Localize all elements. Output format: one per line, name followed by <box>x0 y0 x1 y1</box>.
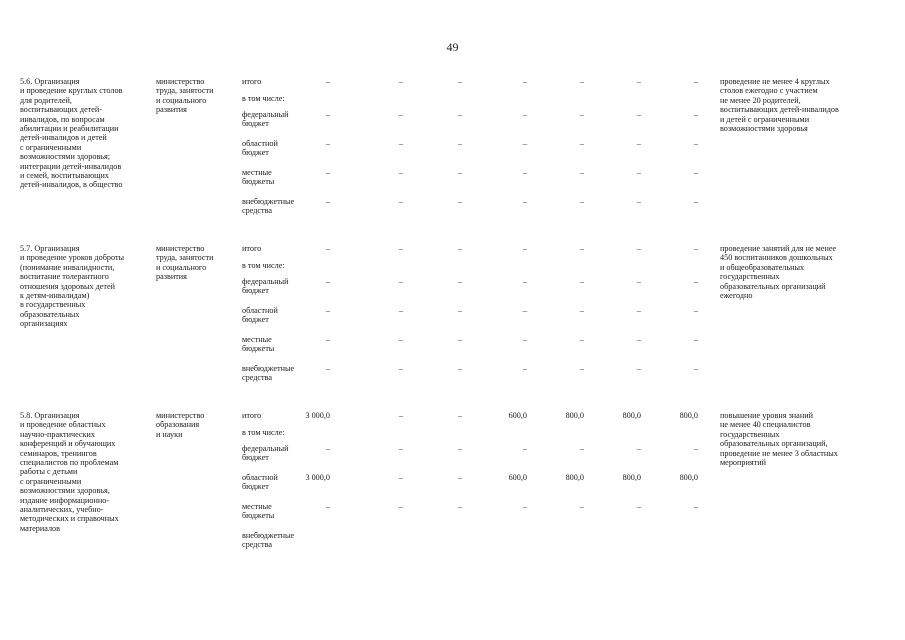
funding-value: – <box>398 168 403 177</box>
expected-result-cell: проведение занятий для не менее 450 воспитанников дошкольных и общеобразовательных государственных образовательных организаций ежегодно <box>720 244 837 301</box>
funding-value: – <box>693 110 698 119</box>
funding-value: – <box>693 444 698 453</box>
funding-value: – <box>398 335 403 344</box>
funding-value: – <box>636 444 641 453</box>
funding-source-label: внебюджетные средства <box>242 364 295 383</box>
funding-source-label: местные бюджеты <box>242 168 275 187</box>
funding-value: – <box>325 168 330 177</box>
funding-value: – <box>693 244 698 253</box>
funding-value: – <box>398 411 403 420</box>
funding-source-label: областной бюджет <box>242 473 278 492</box>
funding-value: – <box>457 502 462 511</box>
funding-value: – <box>325 139 330 148</box>
executor-cell: министерство труда, занятости и социального развития <box>156 244 214 282</box>
funding-value: – <box>579 277 584 286</box>
funding-value: – <box>522 335 527 344</box>
funding-value: – <box>693 364 698 373</box>
funding-value: – <box>579 244 584 253</box>
funding-source-label: в том числе: <box>242 428 285 437</box>
funding-value: – <box>325 364 330 373</box>
funding-source-label: областной бюджет <box>242 139 278 158</box>
funding-value: – <box>693 139 698 148</box>
funding-value: – <box>693 306 698 315</box>
funding-value: – <box>457 197 462 206</box>
funding-value: – <box>693 197 698 206</box>
funding-value: – <box>579 306 584 315</box>
measure-cell: 5.6. Организация и проведение круглых столов для родителей, воспитывающих детей- инвалидов, по вопросам абилитации и реабилитации детей-инвалидов и детей с ограниченными возможностями здоровья; интеграции детей-инвалидов и семей, воспитывающих детей-инвалидов, в общество <box>20 77 123 190</box>
funding-value: – <box>398 139 403 148</box>
funding-source-label: внебюджетные средства <box>242 531 295 550</box>
funding-value: – <box>522 364 527 373</box>
funding-value: – <box>579 364 584 373</box>
funding-value: – <box>579 110 584 119</box>
funding-value: – <box>398 444 403 453</box>
funding-source-label: итого <box>242 77 262 86</box>
funding-value: – <box>636 306 641 315</box>
funding-value: – <box>693 168 698 177</box>
funding-source-label: в том числе: <box>242 94 285 103</box>
funding-value: – <box>636 139 641 148</box>
funding-value: – <box>457 277 462 286</box>
funding-value: – <box>325 197 330 206</box>
funding-value: 800,0 <box>565 473 584 482</box>
funding-value: – <box>636 110 641 119</box>
funding-value: – <box>579 502 584 511</box>
funding-value: – <box>398 110 403 119</box>
funding-value: – <box>522 77 527 86</box>
funding-value: – <box>325 110 330 119</box>
funding-value: – <box>693 77 698 86</box>
funding-value: 3 000,0 <box>305 411 330 420</box>
funding-value: – <box>693 277 698 286</box>
funding-source-label: в том числе: <box>242 261 285 270</box>
funding-source-label: федеральный бюджет <box>242 110 289 129</box>
funding-value: – <box>636 277 641 286</box>
funding-value: – <box>522 306 527 315</box>
funding-value: – <box>693 335 698 344</box>
measure-cell: 5.8. Организация и проведение областных научно-практических конференций и обучающих семинаров, тренингов специалистов по проблемам работы с детьми с ограниченными возможностями здоровья, издание информационно- аналитических, учебно- методических и справочных материалов <box>20 411 119 533</box>
funding-value: – <box>457 168 462 177</box>
executor-cell: министерство образования и науки <box>156 411 205 439</box>
funding-value: – <box>636 77 641 86</box>
funding-value: – <box>398 473 403 482</box>
funding-value: – <box>398 364 403 373</box>
funding-value: – <box>522 168 527 177</box>
funding-source-label: местные бюджеты <box>242 502 275 521</box>
funding-value: – <box>398 77 403 86</box>
funding-source-label: федеральный бюджет <box>242 444 289 463</box>
funding-source-label: итого <box>242 411 262 420</box>
funding-source-label: областной бюджет <box>242 306 278 325</box>
funding-value: – <box>457 444 462 453</box>
funding-value: – <box>636 335 641 344</box>
funding-value: 600,0 <box>508 473 527 482</box>
funding-value: – <box>579 197 584 206</box>
funding-value: – <box>579 139 584 148</box>
executor-cell: министерство труда, занятости и социального развития <box>156 77 214 115</box>
funding-value: – <box>457 139 462 148</box>
funding-value: – <box>457 335 462 344</box>
funding-value: 600,0 <box>508 411 527 420</box>
funding-value: – <box>636 502 641 511</box>
funding-value: – <box>522 197 527 206</box>
funding-value: 800,0 <box>622 411 641 420</box>
funding-value: – <box>325 77 330 86</box>
funding-value: – <box>636 168 641 177</box>
funding-value: – <box>522 277 527 286</box>
funding-value: – <box>522 444 527 453</box>
funding-value: – <box>398 244 403 253</box>
funding-value: – <box>636 364 641 373</box>
funding-value: – <box>398 502 403 511</box>
funding-value: – <box>522 110 527 119</box>
funding-value: – <box>579 77 584 86</box>
funding-value: – <box>325 335 330 344</box>
funding-source-label: местные бюджеты <box>242 335 275 354</box>
funding-value: – <box>579 168 584 177</box>
funding-value: – <box>398 277 403 286</box>
funding-value: – <box>457 77 462 86</box>
funding-value: – <box>325 502 330 511</box>
funding-source-label: итого <box>242 244 262 253</box>
funding-value: 800,0 <box>622 473 641 482</box>
funding-value: – <box>693 502 698 511</box>
funding-value: – <box>522 139 527 148</box>
funding-value: – <box>457 473 462 482</box>
funding-value: – <box>457 411 462 420</box>
funding-value: 3 000,0 <box>305 473 330 482</box>
funding-value: 800,0 <box>565 411 584 420</box>
expected-result-cell: проведение не менее 4 круглых столов ежегодно с участием не менее 20 родителей, воспитывающих детей-инвалидов и детей с ограниченными возможностями здоровья <box>720 77 839 134</box>
funding-value: – <box>398 197 403 206</box>
funding-value: 800,0 <box>679 411 698 420</box>
expected-result-cell: повышение уровня знаний не менее 40 специалистов государственных образовательных организаций, проведение не менее 3 областных мероприятий <box>720 411 838 468</box>
funding-value: – <box>325 306 330 315</box>
funding-value: – <box>636 197 641 206</box>
funding-value: – <box>579 335 584 344</box>
funding-value: – <box>457 244 462 253</box>
funding-value: – <box>457 110 462 119</box>
funding-value: 800,0 <box>679 473 698 482</box>
funding-value: – <box>325 277 330 286</box>
funding-value: – <box>522 244 527 253</box>
page-number: 49 <box>446 40 459 54</box>
funding-source-label: федеральный бюджет <box>242 277 289 296</box>
measure-cell: 5.7. Организация и проведение уроков доброты (понимание инвалидности, воспитание толерантного отношения здоровых детей к детям-инвалидам) в государственных образовательных организациях <box>20 244 125 329</box>
funding-value: – <box>636 244 641 253</box>
funding-value: – <box>579 444 584 453</box>
funding-value: – <box>325 244 330 253</box>
funding-value: – <box>398 306 403 315</box>
funding-value: – <box>522 502 527 511</box>
funding-value: – <box>457 364 462 373</box>
funding-value: – <box>325 444 330 453</box>
funding-value: – <box>457 306 462 315</box>
funding-source-label: внебюджетные средства <box>242 197 295 216</box>
